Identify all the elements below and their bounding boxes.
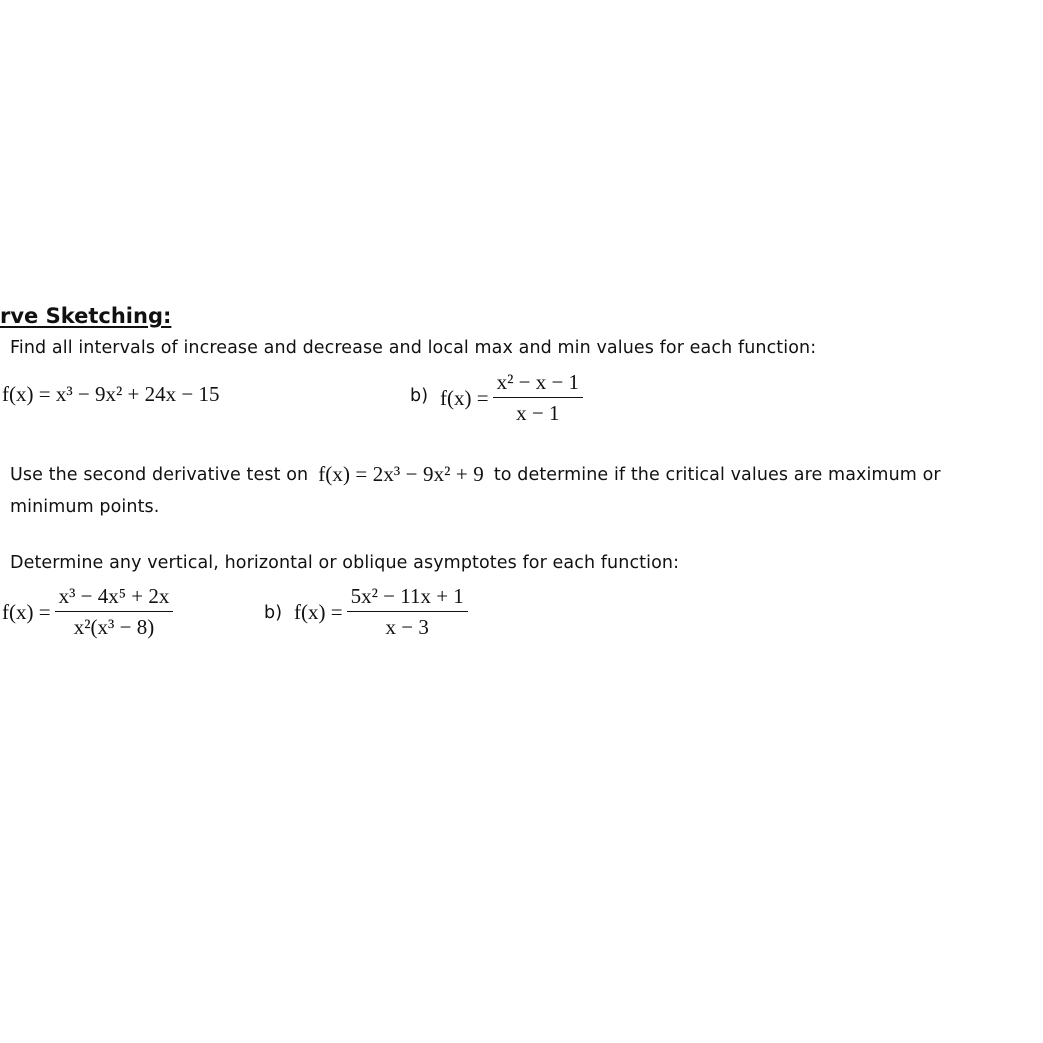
q3-instruction: Determine any vertical, horizontal or oblique asymptotes for each function:	[10, 553, 680, 573]
q3-b-expression	[294, 584, 468, 640]
q3-a-expression	[2, 584, 173, 640]
q1-b-lhs: f(x) =	[440, 385, 489, 410]
section-heading: rve Sketching:	[0, 304, 172, 328]
q2-line1	[10, 462, 941, 487]
q1-b-numerator: x² − x − 1	[493, 370, 583, 398]
q3-b-label: b)	[264, 603, 283, 623]
q3-a-numerator: x³ − 4x⁵ + 2x	[55, 584, 174, 612]
q3-b-denominator: x − 3	[385, 615, 429, 639]
q2-expression: f(x) = 2x³ − 9x² + 9	[318, 462, 484, 486]
q1-a-expression: f(x) = x³ − 9x² + 24x − 15	[2, 382, 220, 406]
q3-a-denominator: x²(x³ − 8)	[73, 615, 155, 639]
q3-b-numerator: 5x² − 11x + 1	[347, 584, 468, 612]
q1-b-label: b)	[410, 386, 429, 406]
q1-instruction: Find all intervals of increase and decrease and local max and min values for each function:	[10, 338, 817, 358]
q3-b-fraction	[347, 584, 468, 640]
q2-text-after: to determine if the critical values are maximum or	[493, 464, 941, 485]
q2-line2: minimum points.	[10, 497, 160, 517]
q1-b-denominator: x − 1	[516, 401, 560, 425]
q1-b-fraction	[493, 370, 583, 426]
q3-b-lhs: f(x) =	[294, 599, 343, 624]
q3-a-fraction	[55, 584, 174, 640]
q3-a-lhs: f(x) =	[2, 599, 51, 624]
q1-b-expression	[440, 370, 583, 426]
q2-text-before: Use the second derivative test on	[10, 464, 309, 485]
